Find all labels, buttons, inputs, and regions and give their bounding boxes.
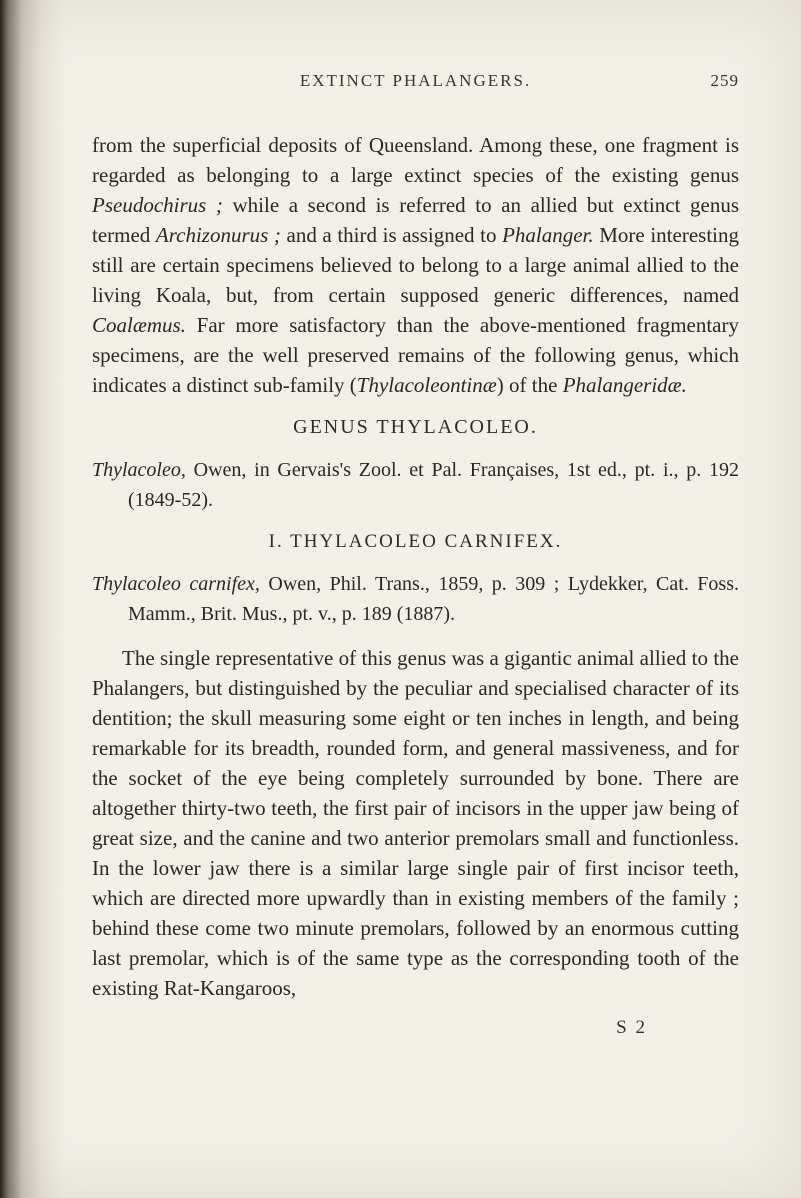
text-block [92,70,739,1039]
binding-shadow [0,0,72,1198]
page-header [92,70,739,92]
citation-carnifex: Thylacoleo carnifex, Owen, Phil. Trans., 1859, p. 309 ; Lydekker, Cat. Foss. Mamm., Brit. Mus., pt. v., p. 189 (1887). [92,573,739,625]
citation-thylacoleo: Thylacoleo, Owen, in Gervais's Zool. et Pal. Françaises, 1st ed., pt. i., p. 192 (1849-52). [92,459,739,511]
genus-heading: GENUS THYLACOLEO. [293,416,538,438]
running-header-title: EXTINCT PHALANGERS. [299,71,532,90]
page-number: 259 [710,71,739,90]
species-heading: I. THYLACOLEO CARNIFEX. [268,531,563,552]
paragraph-description: The single representative of this genus was a gigantic animal allied to the Phalangers, but distinguished by the peculiar and specialised character of its dentition; the skull measuring some eight or ten inches in length, and being remarkable for its breadth, rounded form, and general massiveness, and for the socket of the eye being completely surrounded by bone. There are altogether thirty-two teeth, the first pair of incisors in the upper jaw being of great size, and the canine and two anterior premolars small and functionless. In the lower jaw there is a similar large single pair of first incisor teeth, which are directed more upwardly than in existing members of the family ; behind these come two minute premolars, followed by an enormous cutting last premolar, which is of the same type as the corresponding tooth of the existing Rat-Kangaroos, [92,646,739,1000]
signature-mark: S 2 [616,1017,647,1038]
paragraph-intro: from the superficial deposits of Queensland. Among these, one fragment is regarded as belonging to a large extinct species of the existing genus Pseudochirus ; while a second is referred to an allied but extinct genus termed Archizonurus ; and a third is assigned to Phalanger. More interesting still are certain specimens believed to belong to a large animal allied to the living Koala, but, from certain supposed generic differences, named Coalæmus. Far more satisfactory than the above-mentioned fragmentary specimens, are the well preserved remains of the following genus, which indicates a distinct sub-family (Thylacoleontinæ) of the Phalangeridæ. [92,133,739,397]
